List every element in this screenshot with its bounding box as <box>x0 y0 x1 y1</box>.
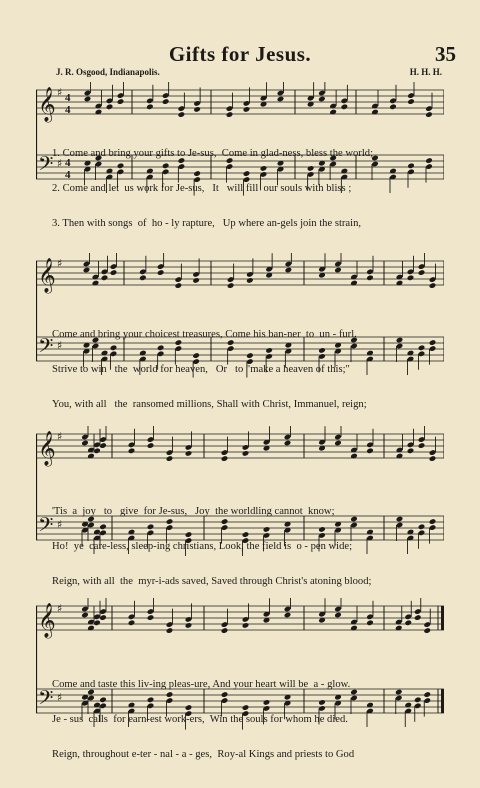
note-head <box>227 282 235 289</box>
sharp-icon: ♯ <box>57 257 63 270</box>
note-head <box>193 106 201 113</box>
sharp-icon: ♯ <box>57 602 63 615</box>
note-head <box>166 627 174 634</box>
note-head <box>81 612 89 619</box>
note-head <box>246 277 254 284</box>
time-signature-bottom: 4 <box>65 104 71 116</box>
bass-clef-icon: 𝄢 <box>38 686 54 714</box>
sharp-icon: ♯ <box>57 157 63 170</box>
note-head <box>407 448 415 455</box>
note-head <box>414 614 422 621</box>
lyrics-block <box>52 306 444 434</box>
note-head <box>277 96 285 103</box>
note-head <box>221 627 229 634</box>
note-head <box>101 275 109 282</box>
time-signature-top: 4 <box>65 157 71 169</box>
lyric-line-verse-1: 'Tis a joy to give for Je-sus, Joy the worldling cannot know; <box>52 506 335 518</box>
sharp-icon: ♯ <box>57 86 63 99</box>
note-head <box>128 620 136 627</box>
note-head <box>81 440 89 447</box>
page-number: 35 <box>435 42 456 66</box>
time-signature-top: 4 <box>65 92 71 104</box>
note-head <box>128 448 136 455</box>
note-head <box>166 455 174 462</box>
lyric-line-verse-1: Come and bring your choicest treasures, Come his ban-ner to un - furl. <box>52 329 357 341</box>
note-head <box>185 450 193 457</box>
note-head <box>366 448 374 455</box>
sharp-icon: ♯ <box>57 691 63 704</box>
note-head <box>139 275 147 282</box>
note-head <box>175 282 183 289</box>
note-head <box>226 111 234 118</box>
time-signature-bottom: 4 <box>65 169 71 181</box>
note-head <box>146 104 154 111</box>
sharp-icon: ♯ <box>57 430 63 443</box>
note-head <box>185 622 193 629</box>
author-credit: J. R. Osgood, Indianapolis. <box>56 67 160 77</box>
note-head <box>389 104 397 111</box>
lyric-line-verse-1: Come and taste this liv-ing pleas-ure, And your heart will be a - glow. <box>52 679 351 691</box>
sharp-icon: ♯ <box>57 518 63 531</box>
note-head <box>147 614 155 621</box>
lyric-line-verse-2: Strive to win the world for heaven, Or to "make a heaven of this;" <box>52 363 350 375</box>
note-head <box>334 612 342 619</box>
note-head <box>318 96 326 103</box>
note-head <box>284 440 292 447</box>
treble-clef-icon: 𝄞 <box>38 87 56 122</box>
note-head <box>418 269 426 276</box>
note-head <box>423 627 431 634</box>
note-head <box>284 612 292 619</box>
note-head <box>366 275 374 282</box>
lyrics-block <box>52 125 444 253</box>
note-head <box>418 442 426 449</box>
note-head <box>83 267 91 274</box>
note-head <box>178 111 186 118</box>
note-head <box>429 282 437 289</box>
note-head <box>425 111 433 118</box>
treble-clef-icon: 𝄞 <box>38 431 56 466</box>
lyric-line-verse-2: 2. Come and let us work for Je-sus, It will fill our souls with bliss ; <box>52 182 352 194</box>
note-head <box>429 455 437 462</box>
final-bar-line <box>441 606 444 630</box>
note-head <box>243 106 251 113</box>
note-head <box>366 620 374 627</box>
note-head <box>285 267 293 274</box>
note-head <box>407 275 415 282</box>
note-head <box>341 104 349 111</box>
note-head <box>334 440 342 447</box>
note-head <box>162 98 170 105</box>
lyric-line-verse-3: 3. Then with songs of ho - ly rapture, Up where an-gels join the strain, <box>52 217 362 229</box>
sharp-icon: ♯ <box>57 339 63 352</box>
note-head <box>242 622 250 629</box>
note-head <box>221 455 229 462</box>
bass-clef-icon: 𝄢 <box>38 513 54 541</box>
lyric-line-verse-3: Reign, throughout e-ter - nal - a - ges, Roy-al Kings and priests to God <box>52 748 355 760</box>
lyrics-block <box>52 656 444 784</box>
lyrics-block <box>52 483 444 611</box>
treble-clef-icon: 𝄞 <box>38 603 56 638</box>
note-head <box>110 269 118 276</box>
note-head <box>242 450 250 457</box>
bass-clef-icon: 𝄢 <box>38 334 54 362</box>
bass-clef-icon: 𝄢 <box>38 152 54 180</box>
treble-clef-icon: 𝄞 <box>38 258 56 293</box>
note-head <box>157 269 165 276</box>
lyric-line-verse-1: 1. Come and bring your gifts to Je-sus, Come in glad-ness, bless the world; <box>52 148 374 160</box>
note-head <box>84 96 92 103</box>
lyric-line-verse-2: Je - sus calls for earn-est work-ers, Win the souls for whom he died. <box>52 713 348 725</box>
note-head <box>404 620 412 627</box>
lyric-line-verse-3: Reign, with all the myr-i-ads saved, Saved through Christ's atoning blood; <box>52 575 372 587</box>
composer-credit: H. H. H. <box>409 67 442 77</box>
page-title: Gifts for Jesus. <box>168 42 312 66</box>
note-head <box>147 442 155 449</box>
note-head <box>192 277 200 284</box>
note-head <box>106 104 114 111</box>
note-head <box>117 98 125 105</box>
note-head <box>334 267 342 274</box>
lyric-line-verse-2: Ho! ye care-less, sleep-ing christians, Look, the field is o - pen wide; <box>52 540 353 552</box>
lyric-line-verse-3: You, with all the ransomed millions, Shall with Christ, Immanuel, reign; <box>52 398 367 410</box>
note-head <box>407 98 415 105</box>
